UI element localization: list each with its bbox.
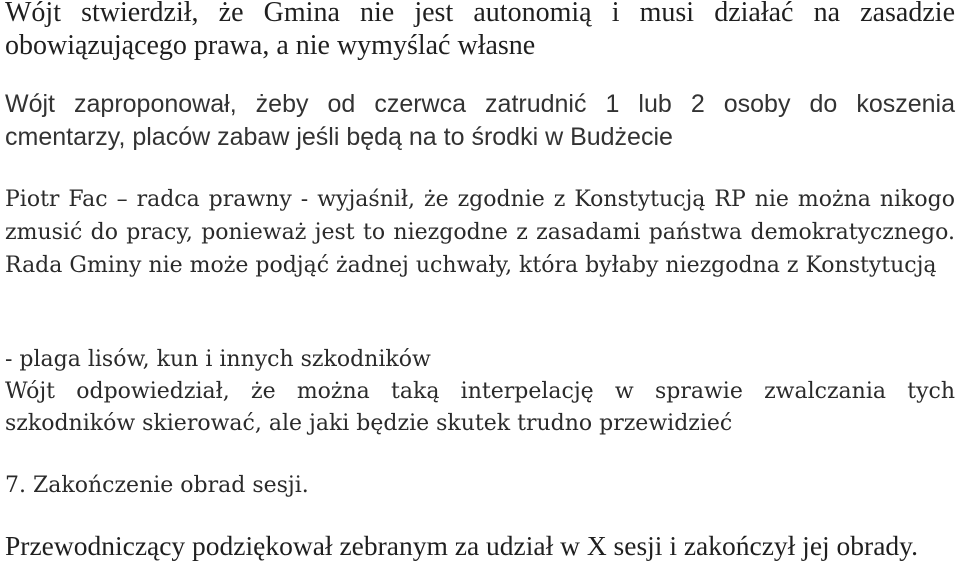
pest-topic-line-1: Wójt odpowiedział, że można taką interpelację w sprawie zwalczania tych xyxy=(5,379,955,404)
agenda-item-heading: 7. Zakończenie obrad sesji. xyxy=(5,473,309,498)
legal-advisor-line-1: Piotr Fac – radca prawny - wyjaśnił, że zgodnie z Konstytucją RP nie można nikogo xyxy=(5,187,955,212)
proposal-wojt-line-2: cmentarzy, placów zabaw jeśli będą na to środki w Budżecie xyxy=(5,123,673,151)
legal-advisor-line-2: zmusić do pracy, ponieważ jest to niezgodne z zasadami państwa demokratycznego. xyxy=(5,220,955,245)
statement-wojt-line-2: obowiązującego prawa, a nie wymyślać własne xyxy=(5,30,536,61)
proposal-wojt-line-1: Wójt zaproponował, żeby od czerwca zatrudnić 1 lub 2 osoby do koszenia xyxy=(5,90,955,118)
pest-topic-line-2: szkodników skierować, ale jaki będzie skutek trudno przewidzieć xyxy=(5,411,733,436)
pest-topic-heading: - plaga lisów, kun i innych szkodników xyxy=(5,347,431,372)
legal-advisor-line-3: Rada Gminy nie może podjąć żadnej uchwały, która byłaby niezgodna z Konstytucją xyxy=(5,253,937,278)
statement-wojt-line-1: Wójt stwierdził, że Gmina nie jest autonomią i musi działać na zasadzie xyxy=(5,0,955,28)
closing-sentence: Przewodniczący podziękował zebranym za udział w X sesji i zakończył jej obrady. xyxy=(5,530,918,561)
